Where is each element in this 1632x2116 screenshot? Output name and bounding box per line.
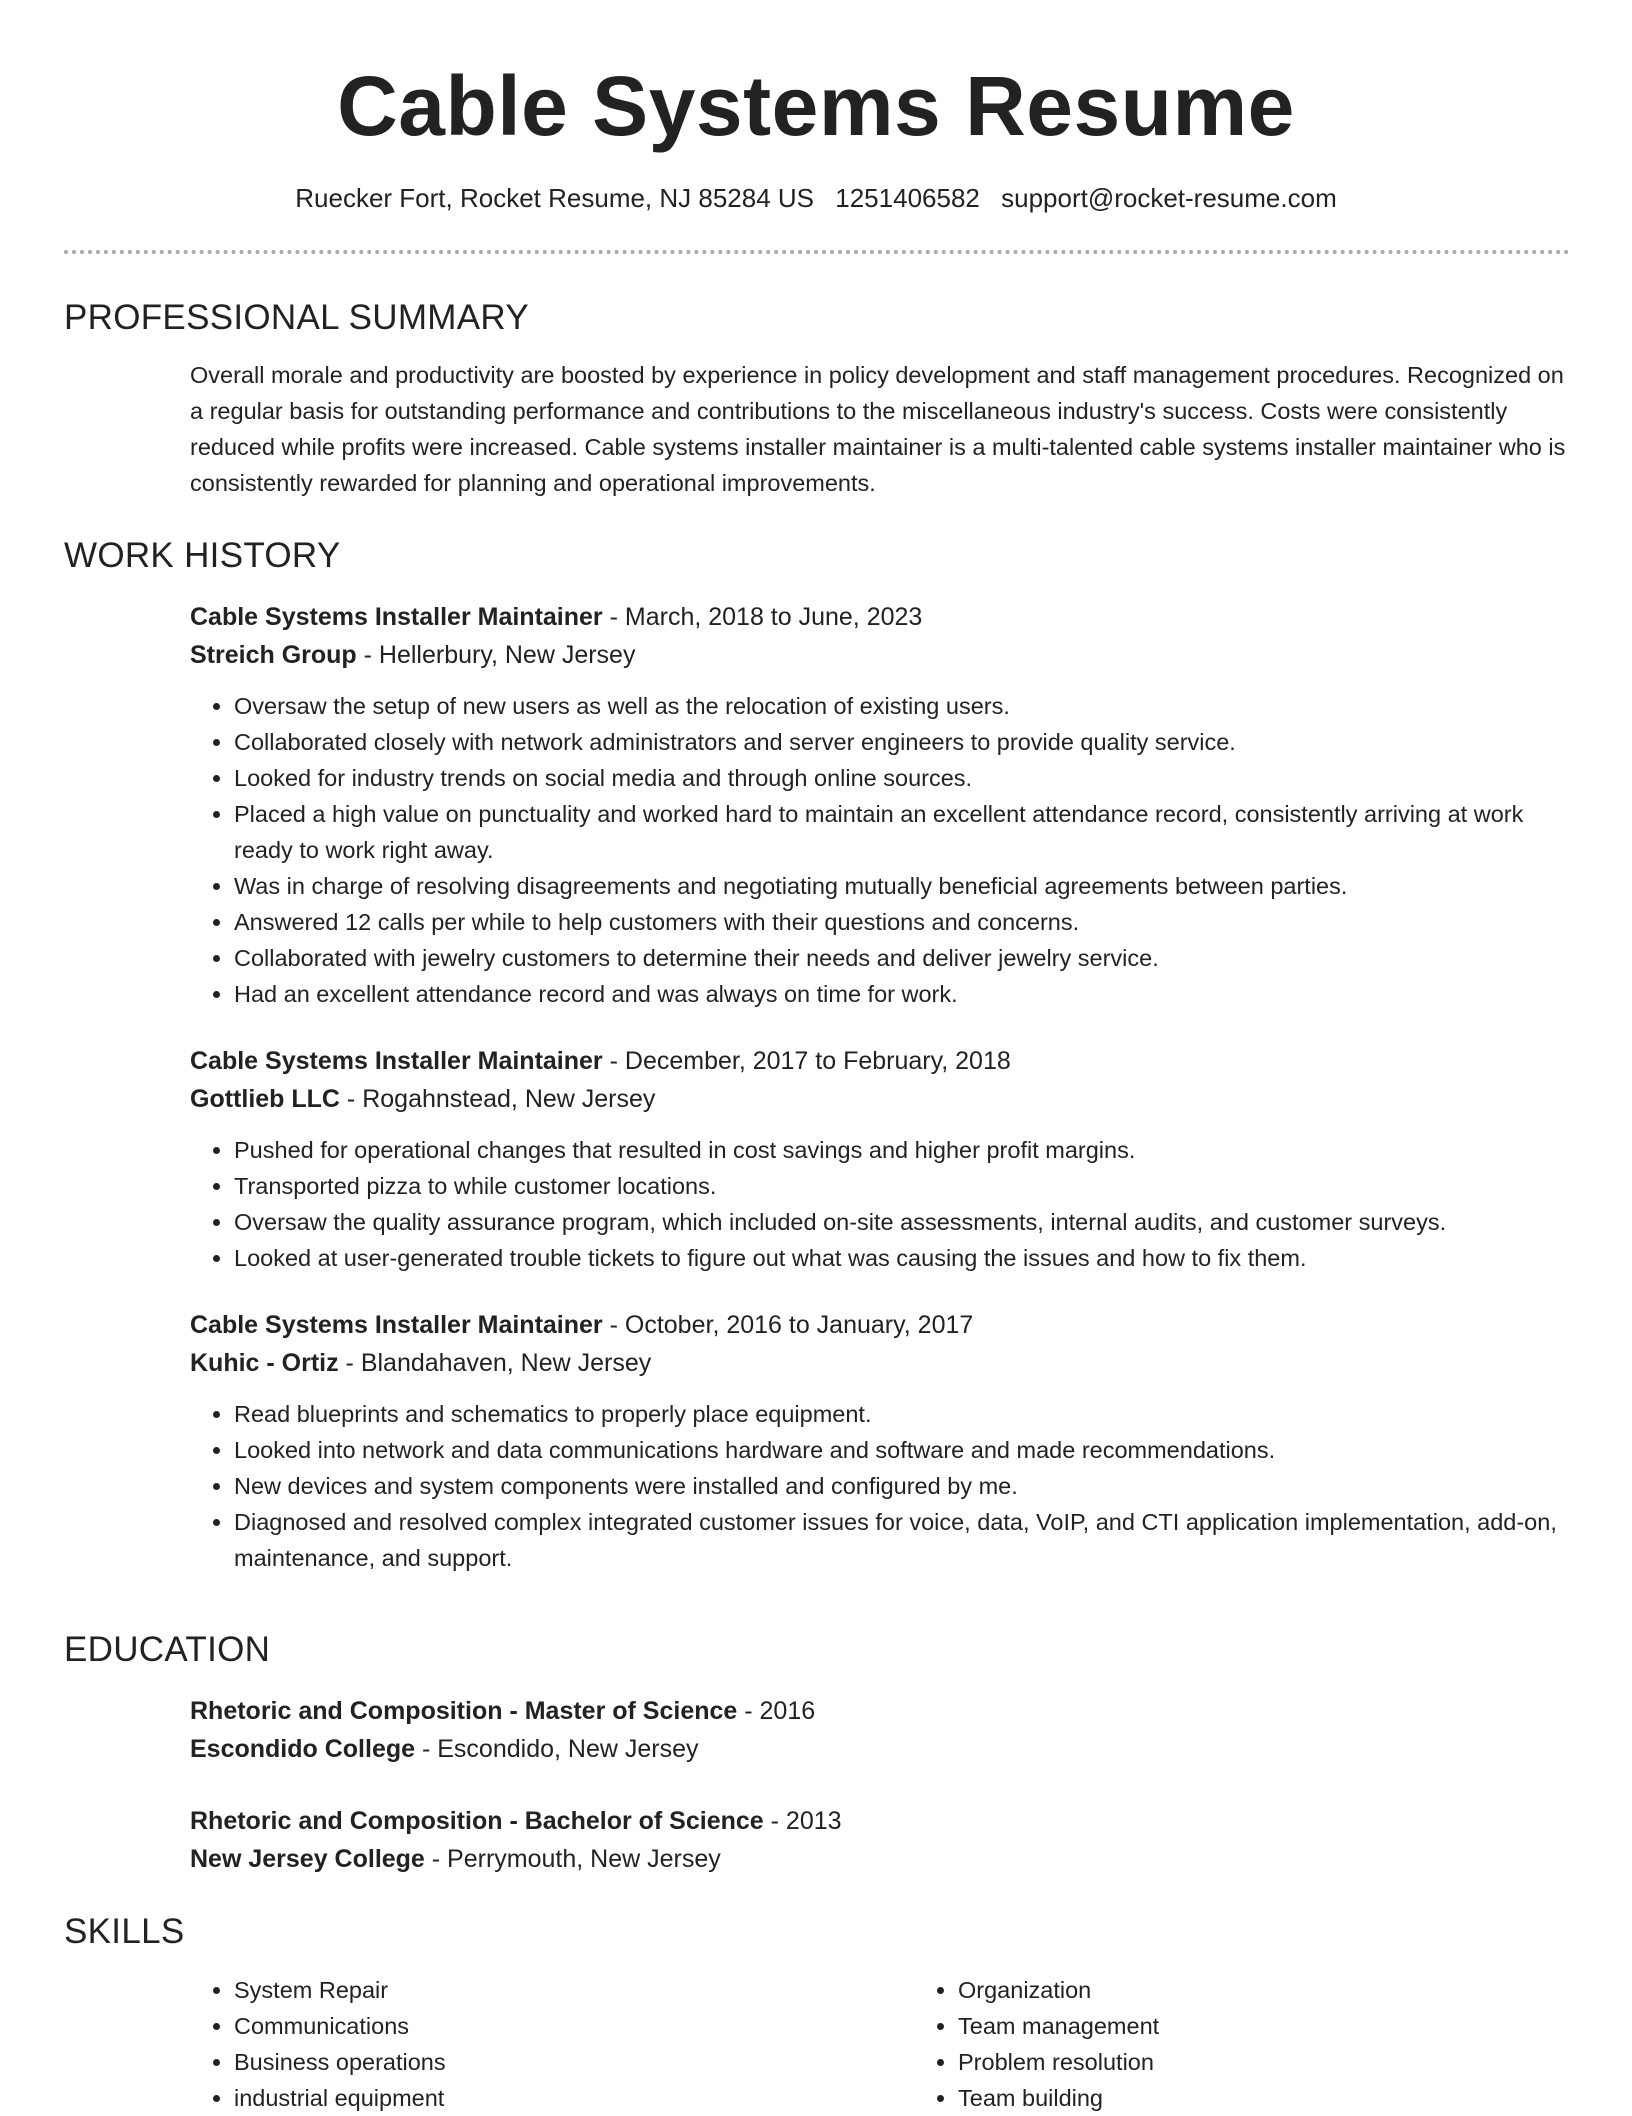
skills-heading: SKILLS — [64, 1912, 185, 1951]
job-entry — [190, 1306, 1570, 1576]
job-title: Cable Systems Installer Maintainer — [190, 1047, 603, 1075]
job-bullets — [190, 1396, 1570, 1576]
list-item: • New devices and system components were installed and configured by me. — [234, 1468, 1570, 1504]
job-company: Gottlieb LLC — [190, 1085, 340, 1113]
job-company-line — [190, 1080, 1570, 1118]
list-item: • Looked into network and data communications hardware and software and made recommendations. — [234, 1432, 1570, 1468]
degree-year: - 2016 — [737, 1697, 816, 1725]
list-item: • Was in charge of resolving disagreements and negotiating mutually beneficial agreements between parties. — [234, 868, 1570, 904]
job-title-line — [190, 598, 1570, 636]
skill-item: • Team building — [958, 2080, 1632, 2116]
school: New Jersey College — [190, 1845, 425, 1873]
job-company: Streich Group — [190, 641, 357, 669]
job-bullets — [190, 1132, 1570, 1276]
school-line — [190, 1840, 1570, 1878]
education-section — [64, 1628, 1570, 1878]
list-item: • Answered 12 calls per while to help customers with their questions and concerns. — [234, 904, 1570, 940]
education-entry — [190, 1692, 1570, 1768]
resume-title: Cable Systems Resume — [337, 59, 1295, 153]
job-entry — [190, 598, 1570, 1012]
education-entry — [190, 1802, 1570, 1878]
summary-section — [64, 296, 1570, 501]
school-location: - Perrymouth, New Jersey — [424, 1845, 721, 1873]
skills-section — [64, 1910, 1570, 2116]
list-item: • Transported pizza to while customer locations. — [234, 1168, 1570, 1204]
school-location: - Escondido, New Jersey — [415, 1735, 699, 1763]
skill-item: • Communications — [234, 2008, 914, 2044]
skill-item: • Organization — [958, 1972, 1632, 2008]
degree-year: - 2013 — [763, 1807, 842, 1835]
contact-line — [0, 180, 1632, 216]
job-company: Kuhic - Ortiz — [190, 1349, 339, 1377]
job-title-line — [190, 1042, 1570, 1080]
list-item: • Collaborated closely with network administrators and server engineers to provide quality service. — [234, 724, 1570, 760]
job-bullets — [190, 688, 1570, 1012]
school: Escondido College — [190, 1735, 416, 1763]
job-location: - Hellerbury, New Jersey — [356, 641, 636, 669]
job-dates: - March, 2018 to June, 2023 — [602, 603, 923, 631]
list-item: • Read blueprints and schematics to properly place equipment. — [234, 1396, 1570, 1432]
summary-heading: PROFESSIONAL SUMMARY — [64, 298, 529, 337]
degree-line — [190, 1802, 1570, 1840]
skill-item: • Problem resolution — [958, 2044, 1632, 2080]
skills-list-left — [190, 1972, 914, 2116]
list-item: • Oversaw the quality assurance program, which included on-site assessments, internal audits, and customer surveys. — [234, 1204, 1570, 1240]
list-item: • Pushed for operational changes that resulted in cost savings and higher profit margins. — [234, 1132, 1570, 1168]
list-item: • Had an excellent attendance record and was always on time for work. — [234, 976, 1570, 1012]
list-item: • Diagnosed and resolved complex integrated customer issues for voice, data, VoIP, and CTI application implementation, add-on, maintenance, and support. — [234, 1504, 1570, 1576]
contact-address: Ruecker Fort, Rocket Resume, NJ 85284 US — [295, 183, 815, 213]
degree: Rhetoric and Composition - Bachelor of Science — [190, 1807, 764, 1835]
job-dates: - October, 2016 to January, 2017 — [602, 1311, 974, 1339]
job-title: Cable Systems Installer Maintainer — [190, 1311, 603, 1339]
skill-item: • Business operations — [234, 2044, 914, 2080]
list-item: • Looked at user-generated trouble tickets to figure out what was causing the issues and how to fix them. — [234, 1240, 1570, 1276]
skill-item: • industrial equipment — [234, 2080, 914, 2116]
work-history-section — [64, 534, 1570, 1576]
skills-list-right — [914, 1972, 1632, 2116]
job-location: - Rogahnstead, New Jersey — [339, 1085, 656, 1113]
school-line — [190, 1730, 1570, 1768]
job-title: Cable Systems Installer Maintainer — [190, 603, 603, 631]
job-company-line — [190, 636, 1570, 674]
education-heading: EDUCATION — [64, 1630, 271, 1669]
work-history-heading: WORK HISTORY — [64, 536, 341, 575]
list-item: • Oversaw the setup of new users as well as the relocation of existing users. — [234, 688, 1570, 724]
job-title-line — [190, 1306, 1570, 1344]
list-item: • Collaborated with jewelry customers to determine their needs and deliver jewelry service. — [234, 940, 1570, 976]
skill-item: • System Repair — [234, 1972, 914, 2008]
skills-columns — [190, 1972, 1570, 2116]
job-company-line — [190, 1344, 1570, 1382]
job-dates: - December, 2017 to February, 2018 — [602, 1047, 1011, 1075]
contact-email[interactable]: support@rocket-resume.com — [1001, 183, 1337, 213]
job-location: - Blandahaven, New Jersey — [338, 1349, 652, 1377]
skill-item: • Team management — [958, 2008, 1632, 2044]
job-entry — [190, 1042, 1570, 1276]
contact-phone: 1251406582 — [835, 183, 980, 213]
list-item: • Placed a high value on punctuality and worked hard to maintain an excellent attendance record, consistently arriving at work ready to work right away. — [234, 796, 1570, 868]
header-divider — [64, 250, 1570, 254]
degree: Rhetoric and Composition - Master of Science — [190, 1697, 738, 1725]
summary-text: Overall morale and productivity are boosted by experience in policy development and staff management procedures. Recognized on a regular basis for outstanding performance and contributions to the miscellaneous industry's success. Costs were consistently reduced while profits were increased. Cable systems installer maintainer is a multi-talented cable systems installer maintainer who is consistently rewarded for planning and operational improvements. — [190, 362, 1566, 496]
degree-line — [190, 1692, 1570, 1730]
list-item: • Looked for industry trends on social media and through online sources. — [234, 760, 1570, 796]
